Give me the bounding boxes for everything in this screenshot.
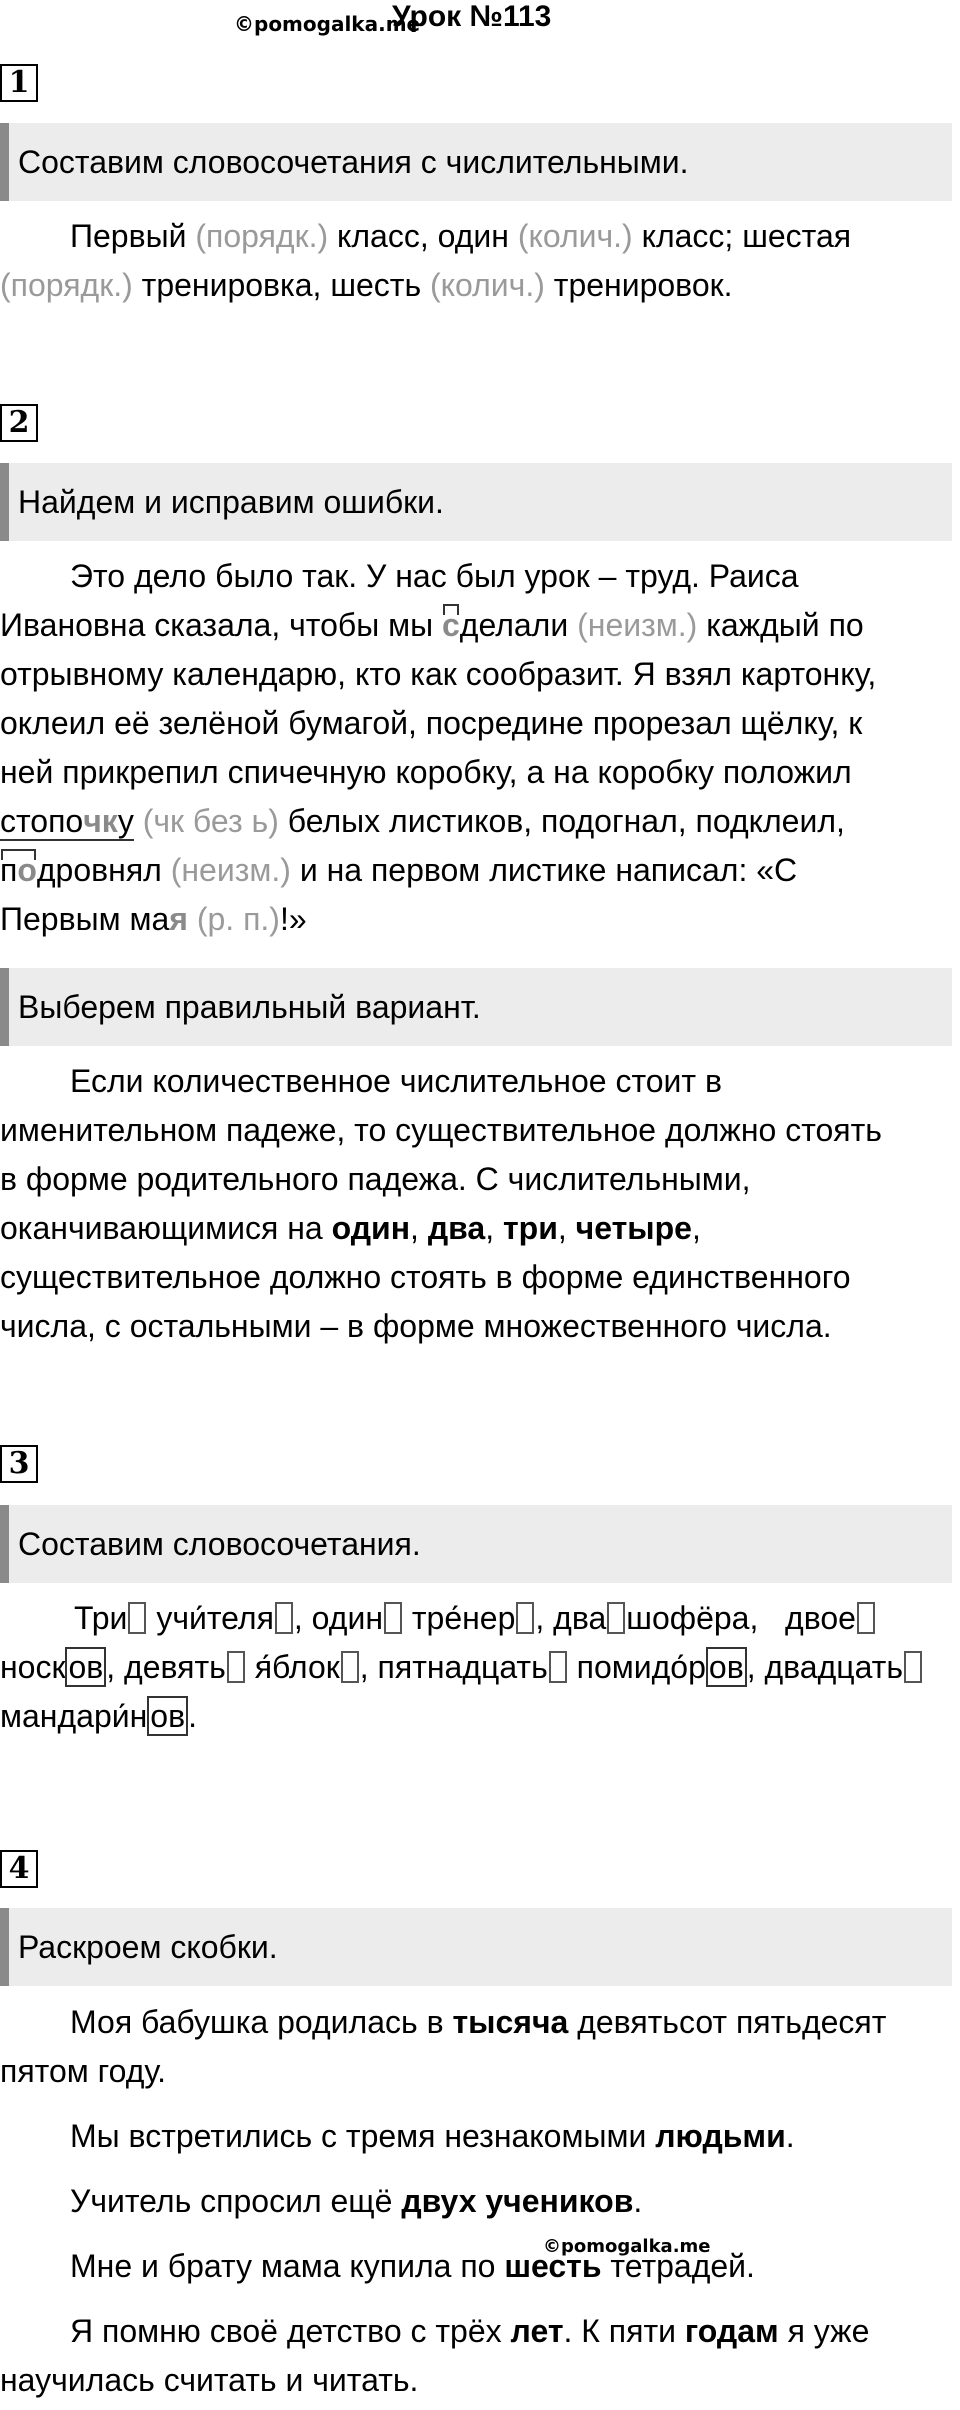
footer-watermark: ©pomogalka.me bbox=[543, 2236, 711, 2257]
rule-line-1: Если количественное числительное стоит в bbox=[70, 1063, 722, 1099]
task-1-line-2: (порядк.) тренировка, шесть (колич.) тренировок. bbox=[0, 267, 733, 303]
task-2-line-3: отрывному календарю, кто как сообразит. Я взял картонку, bbox=[0, 656, 877, 692]
task-2-line-1: Это дело было так. У нас был урок – труд. Раиса bbox=[70, 558, 799, 594]
rule-line-6: числа, с остальными – в форме множественного числа. bbox=[0, 1308, 832, 1344]
task-2-line-4: оклеил её зелёной бумагой, посредине прорезал щёлку, к bbox=[0, 705, 863, 741]
task-4-instruction: Раскроем скобки. bbox=[0, 1908, 952, 1986]
rule-line-2: именительном падеже, то существительное должно стоять bbox=[0, 1112, 882, 1148]
corrected-letter: с bbox=[442, 607, 460, 643]
task-2-line-2: Ивановна сказала, чтобы мы сделали (неизм.) каждый по bbox=[0, 607, 864, 643]
task-1-line-1: Первый (порядк.) класс, один (колич.) класс; шестая bbox=[70, 218, 852, 254]
task-2-line-8: Первым мая (р. п.)!» bbox=[0, 901, 307, 937]
task-4-sentence-1-cont: пятом году. bbox=[0, 2053, 167, 2089]
task-4-sentence-4: Мне и брату мама купила по шесть тетрадей. bbox=[70, 2248, 755, 2284]
task-2-instruction: Найдем и исправим ошибки. bbox=[0, 463, 952, 541]
header-watermark: ©pomogalka.me bbox=[234, 12, 421, 36]
rule-line-4: оканчивающимися на один, два, три, четыре, bbox=[0, 1210, 701, 1246]
task-3-line-1: Три учи́теля , один тре́нер , два шофёра, двое bbox=[74, 1600, 876, 1637]
task-4-sentence-5-cont: научилась считать и читать. bbox=[0, 2362, 419, 2398]
task-1-number: 1 bbox=[0, 64, 38, 102]
task-3-line-2: носков, девять я́блок , пятнадцать помидо́ров, двадцать bbox=[0, 1649, 923, 1686]
task-3-line-3: мандари́нов. bbox=[0, 1698, 197, 1734]
rule-line-3: в форме родительного падежа. С числительными, bbox=[0, 1161, 751, 1197]
task-2-line-6: стопочку (чк без ь) белых листиков, подогнал, подклеил, bbox=[0, 803, 845, 839]
task-1-instruction: Составим словосочетания с числительными. bbox=[0, 123, 952, 201]
task-2-instruction-2: Выберем правильный вариант. bbox=[0, 968, 952, 1046]
corrected-letters: чк bbox=[83, 803, 118, 839]
page-title: Урок №113 bbox=[392, 0, 552, 33]
task-3-number: 3 bbox=[0, 1445, 38, 1483]
task-2-number: 2 bbox=[0, 404, 38, 442]
task-4-number: 4 bbox=[0, 1850, 38, 1888]
rule-line-5: существительное должно стоять в форме единственного bbox=[0, 1259, 851, 1295]
task-3-instruction: Составим словосочетания. bbox=[0, 1505, 952, 1583]
task-4-sentence-1: Моя бабушка родилась в тысяча девятьсот пятьдесят bbox=[70, 2004, 887, 2040]
task-4-sentence-3: Учитель спросил ещё двух учеников. bbox=[70, 2183, 643, 2219]
task-2-line-7: подровнял (неизм.) и на первом листике написал: «С bbox=[0, 852, 798, 888]
task-4-sentence-5: Я помню своё детство с трёх лет. К пяти годам я уже bbox=[70, 2313, 870, 2349]
task-2-line-5: ней прикрепил спичечную коробку, а на коробку положил bbox=[0, 754, 852, 790]
task-4-sentence-2: Мы встретились с тремя незнакомыми людьми. bbox=[70, 2118, 795, 2154]
prefix-mark: по bbox=[0, 852, 37, 888]
